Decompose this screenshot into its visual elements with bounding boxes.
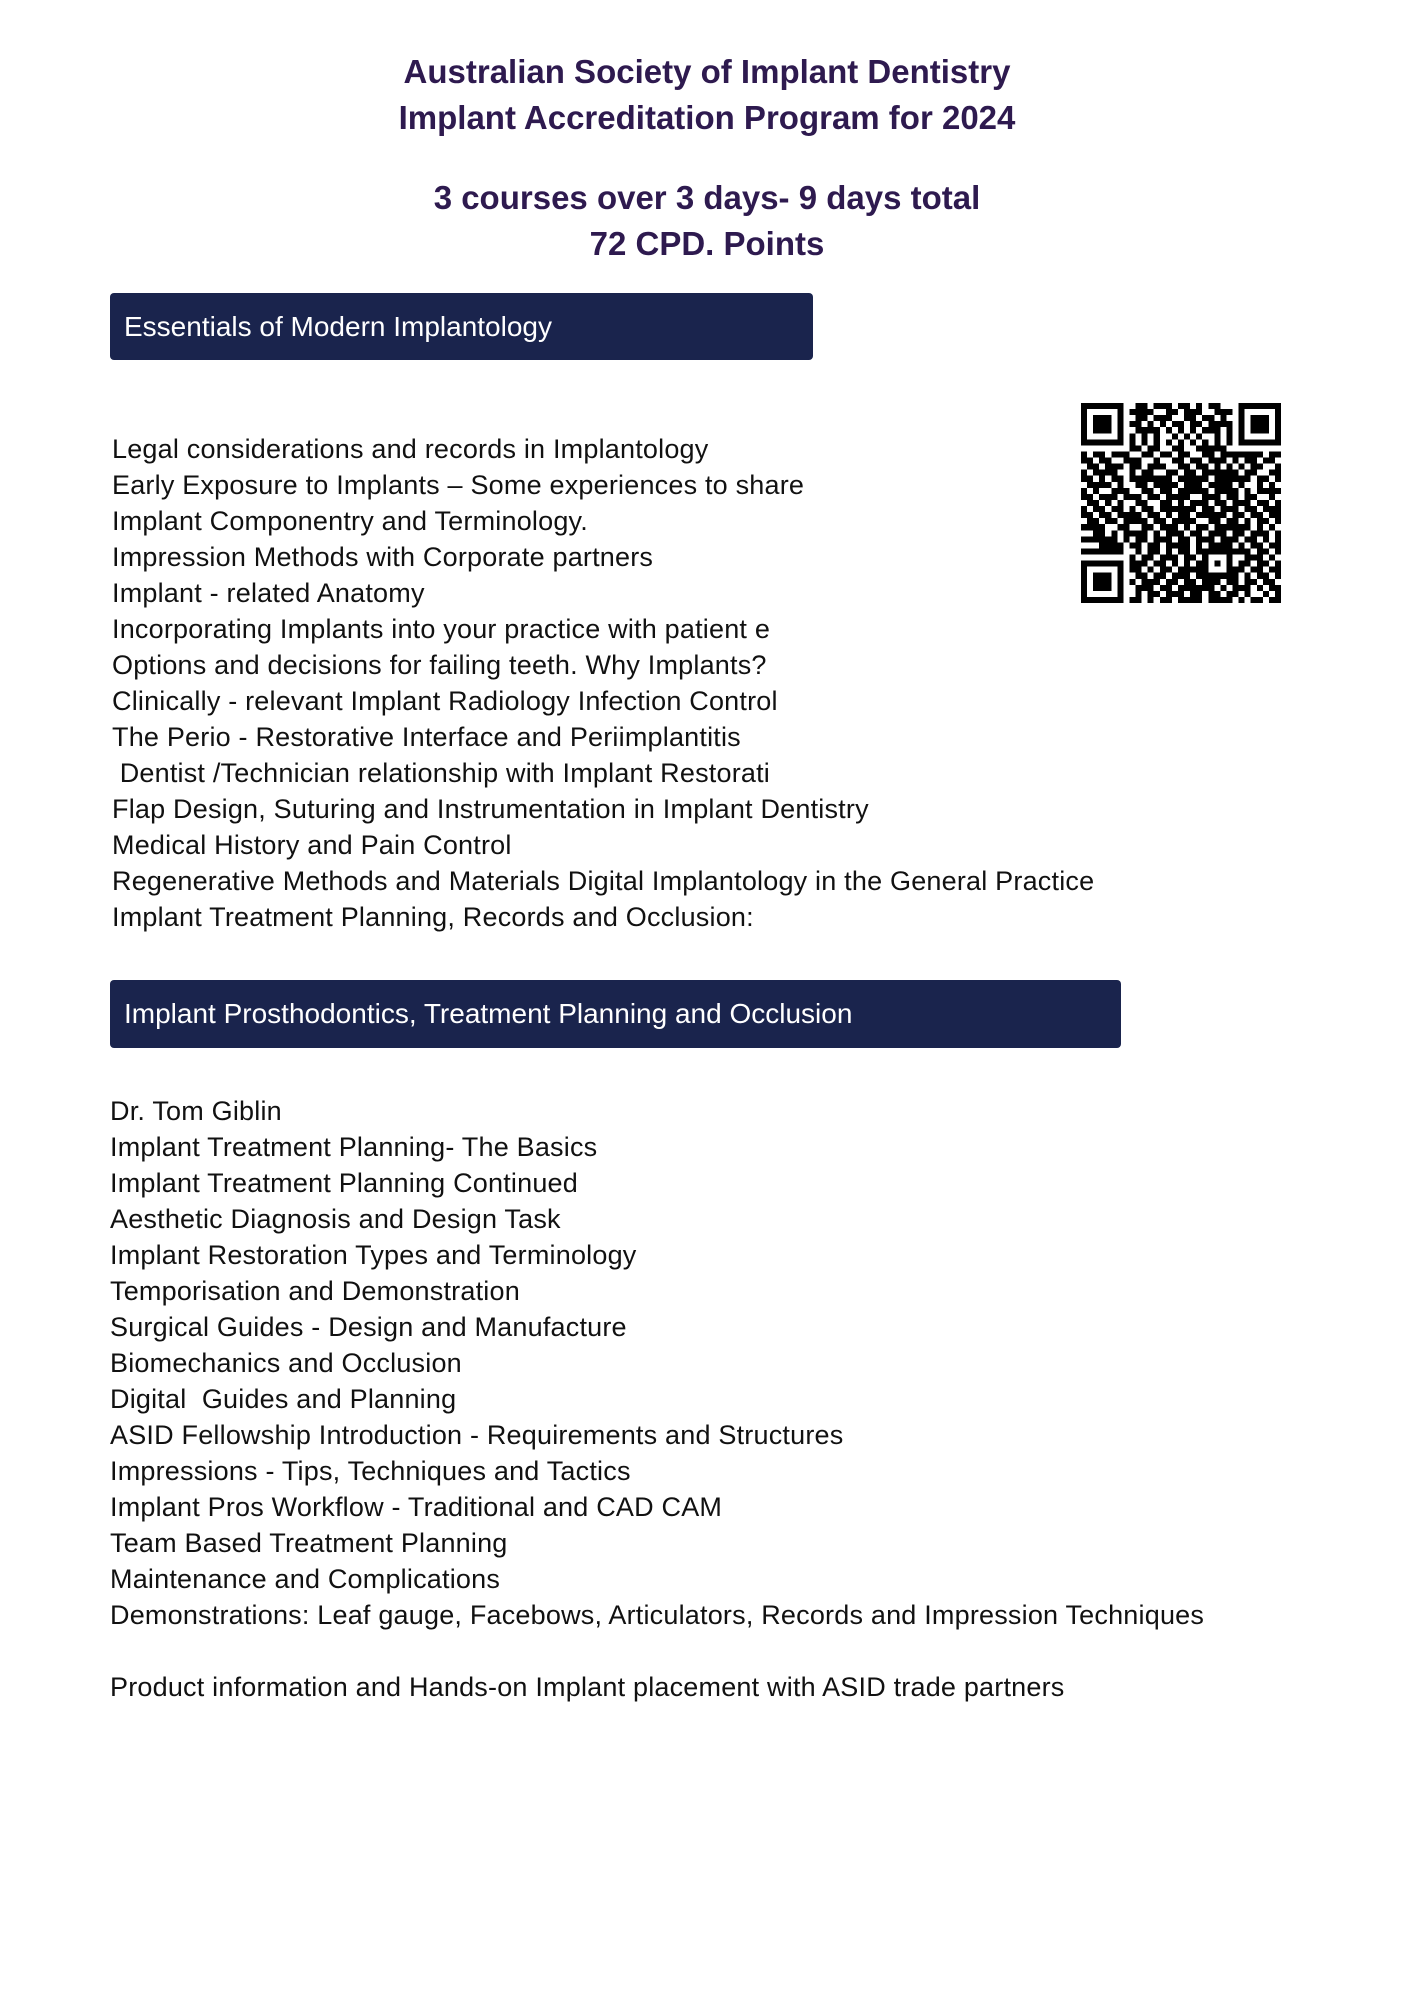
list-item: Implant Treatment Planning Continued	[110, 1168, 578, 1198]
section-title: Essentials of Modern Implantology	[124, 310, 552, 342]
list-item: Digital Guides and Planning	[110, 1384, 457, 1414]
qr-code-icon[interactable]	[1081, 403, 1281, 603]
section-header-prosthodontics	[110, 980, 1121, 1048]
list-item: Dentist /Technician relationship with Implant Restorati	[112, 758, 771, 788]
list-item: Impression Methods with Corporate partners	[112, 542, 654, 572]
list-item: Early Exposure to Implants – Some experiences to share	[112, 470, 805, 500]
cpd-points: 72 CPD. Points	[589, 225, 825, 262]
list-item: Regenerative Methods and Materials Digital Implantology in the General Practice	[112, 866, 1095, 896]
list-item: ASID Fellowship Introduction - Requirements and Structures	[110, 1420, 844, 1450]
list-item: Clinically - relevant Implant Radiology Infection Control	[112, 686, 778, 716]
list-item: Incorporating Implants into your practice with patient e	[112, 614, 771, 644]
list-item: Aesthetic Diagnosis and Design Task	[110, 1204, 561, 1234]
essentials-topic-list	[112, 431, 1094, 935]
prosthodontics-topic-list	[110, 1093, 1204, 1705]
list-item: Team Based Treatment Planning	[110, 1528, 508, 1558]
hands-on-note: Product information and Hands-on Implant placement with ASID trade partners	[110, 1672, 1065, 1702]
list-item: Demonstrations: Leaf gauge, Facebows, Articulators, Records and Impression Techniques	[110, 1600, 1205, 1630]
list-item: Legal considerations and records in Implantology	[112, 434, 709, 464]
section-title: Implant Prosthodontics, Treatment Planning and Occlusion	[124, 998, 853, 1029]
program-title: Implant Accreditation Program for 2024	[398, 99, 1016, 136]
list-item: Maintenance and Complications	[110, 1564, 501, 1594]
list-item: Medical History and Pain Control	[112, 830, 512, 860]
list-item: Temporisation and Demonstration	[110, 1276, 520, 1306]
list-item: Implant - related Anatomy	[112, 578, 425, 608]
presenter-name: Dr. Tom Giblin	[110, 1096, 282, 1126]
list-item: Implant Restoration Types and Terminology	[110, 1240, 637, 1270]
organization-title: Australian Society of Implant Dentistry	[403, 53, 1011, 90]
section-header-essentials	[110, 293, 813, 360]
list-item: Biomechanics and Occlusion	[110, 1348, 462, 1378]
list-item: Implant Treatment Planning, Records and Occlusion:	[112, 902, 754, 932]
list-item: Impressions - Tips, Techniques and Tactics	[110, 1456, 631, 1486]
list-item: Options and decisions for failing teeth. Why Implants?	[112, 650, 767, 680]
list-item: Surgical Guides - Design and Manufacture	[110, 1312, 627, 1342]
list-item: The Perio - Restorative Interface and Periimplantitis	[112, 722, 741, 752]
list-item: Implant Componentry and Terminology.	[112, 506, 588, 536]
list-item: Implant Treatment Planning- The Basics	[110, 1132, 598, 1162]
list-item: Implant Pros Workflow - Traditional and CAD CAM	[110, 1492, 723, 1522]
course-duration: 3 courses over 3 days- 9 days total	[433, 179, 981, 216]
list-item: Flap Design, Suturing and Instrumentation in Implant Dentistry	[112, 794, 869, 824]
